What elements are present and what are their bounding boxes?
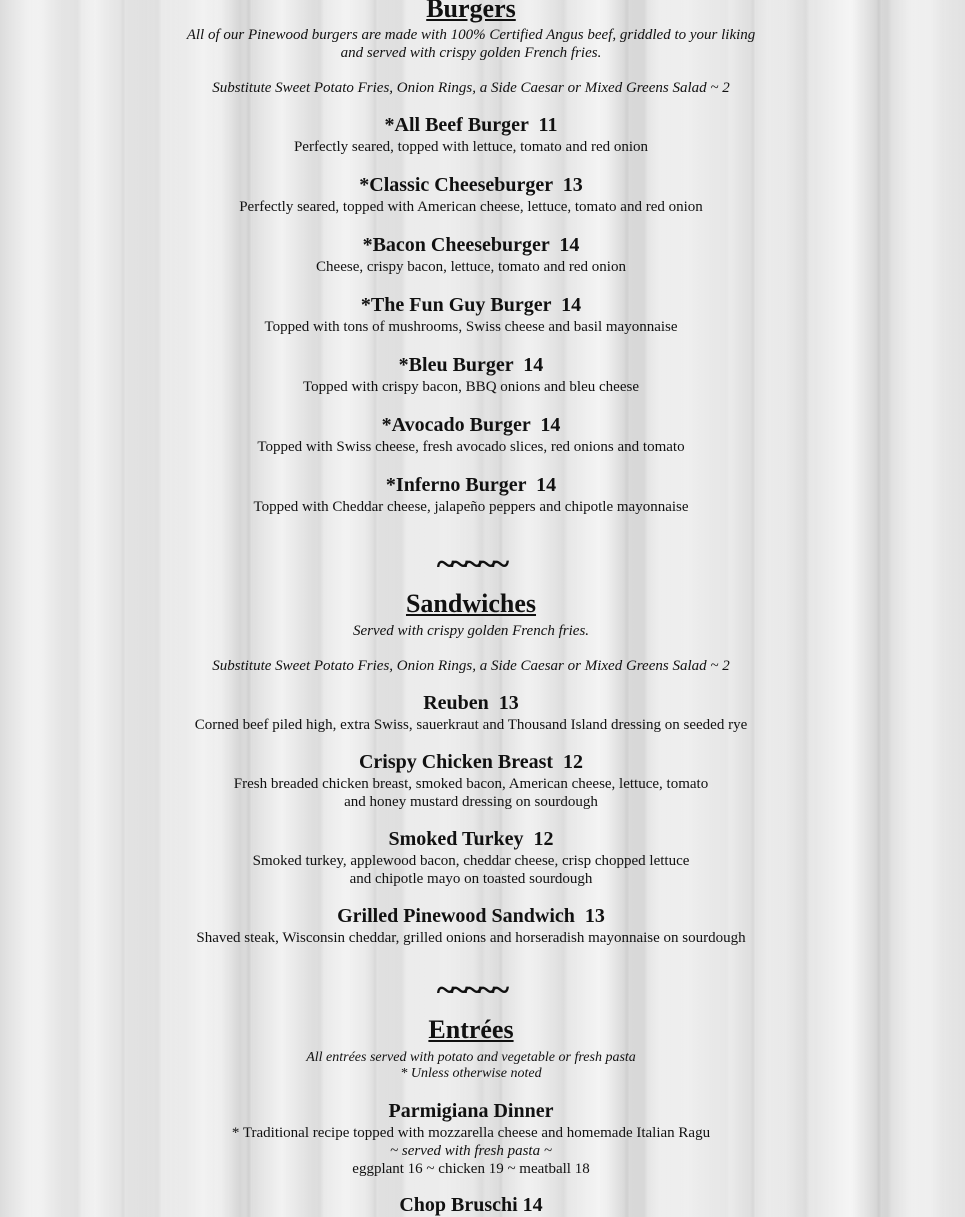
menu-item-desc: Perfectly seared, topped with American cheese, lettuce, tomato and red onion [239,199,703,215]
menu-item-name: Reuben 13 [423,692,519,714]
menu-item-name: *Inferno Burger 14 [385,474,557,496]
parm-options: eggplant 16 ~ chicken 19 ~ meatball 18 [352,1161,590,1177]
menu-item-desc: Topped with Cheddar cheese, jalapeño peppers and chipotle mayonnaise [253,499,689,515]
sandwiches-intro: Served with crispy golden French fries. [352,623,590,639]
menu-item-desc: Topped with crispy bacon, BBQ onions and bleu cheese [303,379,639,395]
menu-item-name: *Bleu Burger 14 [398,354,544,376]
menu-item-desc: Corned beef piled high, extra Swiss, sauerkraut and Thousand Island dressing on seeded rye [194,717,748,733]
menu-item-name: *All Beef Burger 11 [384,114,558,136]
entrees-heading: Entrées [428,1015,514,1044]
menu-item-desc: Shaved steak, Wisconsin cheddar, grilled onions and horseradish mayonnaise on sourdough [196,930,746,946]
menu-item-desc: Topped with tons of mushrooms, Swiss cheese and basil mayonnaise [264,319,678,335]
burgers-substitute-note: Substitute Sweet Potato Fries, Onion Rings, a Side Caesar or Mixed Greens Salad ~ 2 [212,80,730,96]
pasta-note: ~ served with fresh pasta ~ [390,1143,552,1159]
sandwiches-substitute-note: Substitute Sweet Potato Fries, Onion Rings, a Side Caesar or Mixed Greens Salad ~ 2 [212,658,730,674]
menu-item-name: Parmigiana Dinner [388,1100,554,1122]
menu-item-desc: Smoked turkey, applewood bacon, cheddar cheese, crisp chopped lettuce and chipotle mayo on toasted sourdough [252,853,690,887]
menu-item-name: *Classic Cheeseburger 13 [359,174,583,196]
section-divider: ~~~~~ [436,972,506,1009]
menu-item-name: Smoked Turkey 12 [388,828,554,850]
menu-item-name: Grilled Pinewood Sandwich 13 [337,905,605,927]
menu-item-name: Chop Bruschi 14 [399,1194,543,1216]
menu-item-desc: * Traditional recipe topped with mozzarella cheese and homemade Italian Ragu [231,1125,711,1141]
entrees-intro-note: * Unless otherwise noted [400,1066,542,1081]
burgers-intro-line2: and served with crispy golden French fries. [340,45,602,61]
menu-item-name: Crispy Chicken Breast 12 [358,751,584,773]
menu-item-name: *The Fun Guy Burger 14 [360,294,582,316]
menu-item-name: *Avocado Burger 14 [381,414,561,436]
menu-item-desc: Topped with Swiss cheese, fresh avocado slices, red onions and tomato [257,439,685,455]
entrees-intro: All entrées served with potato and vegetable or fresh pasta [306,1050,636,1065]
menu-item-name: *Bacon Cheeseburger 14 [362,234,580,256]
menu-item-desc: Perfectly seared, topped with lettuce, tomato and red onion [293,139,649,155]
section-divider: ~~~~~ [436,546,506,583]
burgers-heading: Burgers [426,0,516,23]
burgers-intro: All of our Pinewood burgers are made with 100% Certified Angus beef, griddled to your liking [186,27,756,43]
sandwiches-heading: Sandwiches [405,589,537,618]
menu-item-desc: Fresh breaded chicken breast, smoked bacon, American cheese, lettuce, tomato and honey mustard dressing on sourdough [233,776,709,810]
menu-item-desc: Cheese, crispy bacon, lettuce, tomato and red onion [316,259,626,275]
